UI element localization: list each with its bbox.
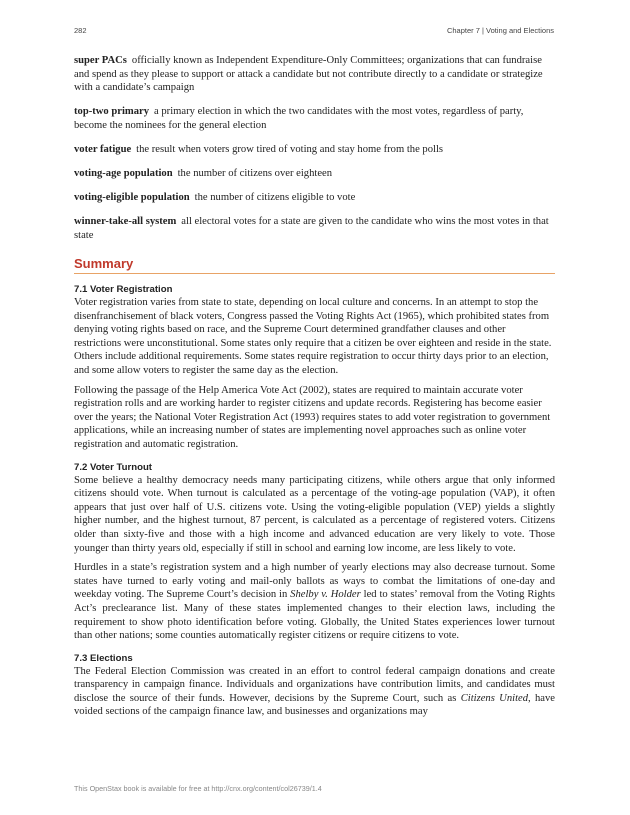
page-footer: This OpenStax book is available for free at http://cnx.org/content/col26739/1.4 (74, 784, 322, 793)
key-term-entry (74, 54, 555, 95)
case-name: Citizens United (460, 692, 529, 704)
key-term: voter fatigue (74, 143, 132, 155)
paragraph-text: , have voided sections of the campaign finance law, and businesses and organizations may (74, 692, 556, 718)
page-number: 282 (74, 26, 87, 35)
key-term-entry (74, 105, 555, 132)
key-term-entry (74, 215, 555, 242)
key-term-definition: all electoral votes for a state are given to the candidate who wins the most votes in that state (74, 216, 549, 241)
summary-heading: Summary (74, 257, 555, 274)
key-term-definition: a primary election in which the two candidates with the most votes, regardless of party, become the nominees for the general election (74, 106, 524, 131)
case-name: Shelby v. Holder (290, 589, 361, 601)
key-term-entry (74, 191, 555, 205)
key-terms-list (74, 54, 555, 242)
summary-paragraph: Voter registration varies from state to state, depending on local culture and concerns. In an attempt to stop the disenfranchisement of black voters, Congress passed the Voting Rights Act (1965), which prohibited states from denying voting rights based on race, and the Supreme Court determined grandfather clauses and other restrictions were unconstitutional. Some states only require that a citizen be over eighteen and reside in the state. Others include additional requirements. Some states require registration to occur thirty days prior to an election, and some allow voters to register the same day as the election. (74, 297, 552, 376)
key-term-definition: the number of citizens over eighteen (177, 168, 333, 180)
paragraph-text: Hurdles in a state’s registration system and a high number of yearly elections may also decrease turnout. Some states have turned to early voting and mail-only ballots as ways to combat the limitations of one-day and weekday voting. The Supreme Court’s decision in (74, 562, 555, 601)
key-term-entry (74, 167, 555, 181)
page-content (74, 54, 555, 725)
key-term: voting-eligible population (74, 192, 190, 204)
key-term: voting-age population (74, 168, 173, 180)
paragraph-text: led to states’ removal from the Voting Rights Act’s preclearance list. Many of these states implemented changes to their election laws, including the requirement to show photo identification before voting. Globally, the United States experiences lower turnout than other nations; some counties automatically register citizens or require citizens to vote. (74, 589, 555, 642)
key-term-entry (74, 143, 555, 157)
summary-paragraph (74, 561, 555, 643)
summary-paragraph: Following the passage of the Help America Vote Act (2002), states are required to maintain accurate voter registration rolls and are working harder to register citizens and update records. Registering has become easier over the years; the National Voter Registration Act (1993) requires states to add voter registration to government applications, while an increasing number of states are implementing novel approaches such as online voter registration and automatic registration. (74, 384, 551, 450)
key-term: super PACs (74, 55, 127, 66)
section-heading-elections: 7.3 Elections (74, 652, 133, 664)
section-heading-voter-registration: 7.1 Voter Registration (74, 284, 173, 296)
key-term-definition: the number of citizens eligible to vote (194, 192, 356, 204)
key-term: top-two primary (74, 106, 150, 118)
page-header (74, 26, 554, 38)
key-term-definition: the result when voters grow tired of voting and stay home from the polls (136, 143, 444, 155)
paragraph-text: The Federal Election Commission was created in an effort to control federal campaign donations and create transparency in campaign finance. Individuals and organizations have contribution limits, and candidates must disclose the source of their funds. However, decisions by the Supreme Court, such as (74, 665, 555, 704)
section-heading-voter-turnout: 7.2 Voter Turnout (74, 461, 152, 473)
key-term: winner-take-all system (74, 216, 177, 228)
summary-paragraph (74, 665, 555, 719)
chapter-title: Chapter 7 | Voting and Elections (446, 26, 554, 35)
key-term-definition: officially known as Independent Expenditure-Only Committees; organizations that can fundraise and spend as they please to support or attack a candidate but not contribute directly to a candidate or strategize with a candidate’s campaign (74, 55, 543, 94)
summary-paragraph: Some believe a healthy democracy needs many participating citizens, while others argue that only informed citizens should vote. When turnout is calculated as a percentage of the voting-age population (VAP), it often appears that just over half of U.S. citizens vote. Using the voting-eligible population (VEP) yields a slightly higher number, and the highest turnout, 87 percent, is calculated as a percentage of registered voters. Citizens older than sixty-five and those with a high income and advanced education are very likely to vote. Those younger than thirty years old, especially if still in school and earning low income, are less likely to vote. (74, 474, 555, 554)
